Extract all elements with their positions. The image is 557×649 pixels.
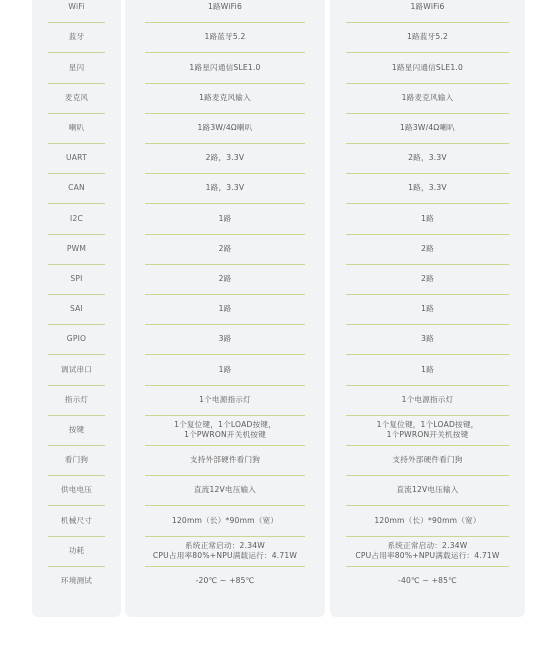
spec-model-b-column bbox=[330, 0, 525, 617]
spec-cell-text: 2路 bbox=[421, 273, 434, 283]
spec-cell-text: 2路，3.3V bbox=[205, 153, 245, 163]
spec-cell-label bbox=[32, 0, 121, 22]
spec-model-a-column bbox=[125, 0, 325, 617]
spec-cell-text: 星闪 bbox=[68, 62, 85, 72]
spec-cell-label bbox=[32, 264, 121, 294]
spec-cell-a bbox=[125, 234, 325, 264]
spec-cell-text: 1路 bbox=[421, 364, 434, 374]
spec-cell-a bbox=[125, 475, 325, 505]
spec-cell-b bbox=[330, 234, 525, 264]
spec-cell-a bbox=[125, 113, 325, 143]
spec-cell-b bbox=[330, 143, 525, 173]
spec-cell-label bbox=[32, 415, 121, 445]
spec-cell-a bbox=[125, 22, 325, 52]
spec-cell-text: -40℃ ~ +85℃ bbox=[398, 575, 457, 585]
spec-cell-text: WiFi bbox=[68, 2, 85, 12]
spec-cell-text: 1个复位键，1个LOAD按键， 1个PWRON开关机按键 bbox=[376, 420, 479, 439]
spec-cell-text: 调试串口 bbox=[60, 364, 93, 374]
spec-cell-b bbox=[330, 22, 525, 52]
spec-cell-text: 1路，3.3V bbox=[205, 183, 245, 193]
spec-cell-label bbox=[32, 324, 121, 354]
spec-cell-b bbox=[330, 536, 525, 566]
spec-cell-b bbox=[330, 203, 525, 233]
spec-cell-b bbox=[330, 83, 525, 113]
spec-cell-text: 2路 bbox=[218, 273, 232, 283]
spec-cell-text: 麦克风 bbox=[64, 92, 89, 102]
spec-cell-label bbox=[32, 475, 121, 505]
spec-cell-b bbox=[330, 52, 525, 82]
spec-cell-a bbox=[125, 0, 325, 22]
spec-cell-label bbox=[32, 83, 121, 113]
spec-cell-text: 按键 bbox=[68, 424, 85, 434]
spec-cell-text: 1路 bbox=[421, 213, 434, 223]
spec-cell-text: SPI bbox=[70, 273, 83, 283]
spec-cell-text: 120mm（长）*90mm（宽） bbox=[171, 515, 279, 525]
spec-cell-text: 功耗 bbox=[68, 545, 85, 555]
spec-cell-text: 1个电源指示灯 bbox=[401, 394, 454, 404]
spec-cell-b bbox=[330, 385, 525, 415]
spec-cell-text: 1路 bbox=[218, 364, 232, 374]
spec-cell-text: 系统正常启动：2.34W CPU占用率80%+NPU满载运行：4.71W bbox=[355, 540, 500, 560]
spec-cell-a bbox=[125, 566, 325, 596]
spec-cell-text: GPIO bbox=[66, 334, 87, 344]
spec-cell-text: 1路，3.3V bbox=[408, 183, 447, 193]
spec-cell-label bbox=[32, 354, 121, 384]
spec-cell-label bbox=[32, 173, 121, 203]
spec-cell-a bbox=[125, 354, 325, 384]
spec-cell-a bbox=[125, 52, 325, 82]
spec-cell-text: 3路 bbox=[421, 334, 434, 344]
spec-cell-text: 蓝牙 bbox=[68, 32, 85, 42]
spec-cell-a bbox=[125, 173, 325, 203]
spec-cell-b bbox=[330, 505, 525, 535]
spec-cell-text: 机械尺寸 bbox=[60, 515, 93, 525]
spec-cell-a bbox=[125, 415, 325, 445]
spec-cell-text: -20℃ ~ +85℃ bbox=[195, 575, 255, 585]
spec-cell-b bbox=[330, 445, 525, 475]
spec-cell-label bbox=[32, 566, 121, 596]
spec-cell-text: 1路WiFi6 bbox=[410, 2, 445, 12]
spec-cell-text: 供电电压 bbox=[60, 485, 93, 495]
spec-cell-b bbox=[330, 173, 525, 203]
spec-cell-label bbox=[32, 203, 121, 233]
spec-cell-a bbox=[125, 143, 325, 173]
spec-cell-text: 1个电源指示灯 bbox=[199, 394, 251, 404]
spec-cell-b bbox=[330, 354, 525, 384]
spec-cell-label bbox=[32, 536, 121, 566]
spec-cell-text: UART bbox=[66, 153, 87, 163]
spec-cell-text: CAN bbox=[68, 183, 85, 193]
spec-cell-text: 1路蓝牙5.2 bbox=[406, 32, 449, 42]
spec-cell-label bbox=[32, 294, 121, 324]
spec-cell-text: 1路星闪通信SLE1.0 bbox=[189, 62, 261, 72]
spec-cell-text: SAI bbox=[70, 304, 83, 314]
spec-cell-text: 指示灯 bbox=[64, 394, 89, 404]
spec-cell-text: 1路 bbox=[218, 304, 232, 314]
spec-cell-text: 支持外部硬件看门狗 bbox=[392, 455, 463, 465]
spec-cell-text: 1路WiFi6 bbox=[207, 2, 243, 12]
spec-cell-text: 1个复位键，1个LOAD按键， 1个PWRON开关机按键 bbox=[174, 420, 276, 439]
spec-cell-b bbox=[330, 475, 525, 505]
spec-cell-a bbox=[125, 324, 325, 354]
spec-cell-a bbox=[125, 385, 325, 415]
spec-cell-a bbox=[125, 83, 325, 113]
spec-cell-b bbox=[330, 294, 525, 324]
spec-cell-text: 1路3W/4Ω喇叭 bbox=[400, 122, 455, 132]
spec-cell-text: 1路星闪通信SLE1.0 bbox=[391, 62, 464, 72]
spec-cell-text: 直流12V电压输入 bbox=[396, 485, 459, 495]
spec-cell-text: 看门狗 bbox=[64, 455, 89, 465]
spec-cell-text: 2路 bbox=[421, 243, 434, 253]
spec-cell-label bbox=[32, 113, 121, 143]
spec-cell-a bbox=[125, 536, 325, 566]
spec-cell-text: 1路麦克风输入 bbox=[199, 92, 251, 102]
spec-cell-text: 3路 bbox=[218, 334, 232, 344]
spec-cell-text: 环境测试 bbox=[60, 575, 93, 585]
spec-cell-text: 直流12V电压输入 bbox=[193, 485, 257, 495]
spec-cell-text: 1路蓝牙5.2 bbox=[204, 32, 246, 42]
spec-cell-text: 1路3W/4Ω喇叭 bbox=[197, 122, 253, 132]
spec-label-column bbox=[32, 0, 121, 617]
spec-cell-text: 支持外部硬件看门狗 bbox=[189, 455, 261, 465]
spec-cell-label bbox=[32, 22, 121, 52]
spec-cell-text: 1路 bbox=[421, 304, 434, 314]
spec-cell-a bbox=[125, 445, 325, 475]
spec-cell-text: 120mm（长）*90mm（宽） bbox=[374, 515, 481, 525]
spec-cell-label bbox=[32, 52, 121, 82]
spec-cell-b bbox=[330, 264, 525, 294]
spec-cell-b bbox=[330, 324, 525, 354]
spec-cell-a bbox=[125, 264, 325, 294]
spec-cell-a bbox=[125, 203, 325, 233]
spec-cell-text: 1路 bbox=[218, 213, 232, 223]
spec-cell-text: 系统正常启动：2.34W CPU占用率80%+NPU满载运行：4.71W bbox=[152, 540, 298, 560]
spec-cell-label bbox=[32, 445, 121, 475]
spec-cell-text: PWM bbox=[66, 243, 87, 253]
spec-cell-a bbox=[125, 294, 325, 324]
spec-cell-text: 2路 bbox=[218, 243, 232, 253]
spec-cell-b bbox=[330, 566, 525, 596]
spec-cell-text: 喇叭 bbox=[68, 122, 85, 132]
spec-cell-label bbox=[32, 505, 121, 535]
spec-cell-text: 2路，3.3V bbox=[408, 153, 447, 163]
spec-cell-text: 1路麦克风输入 bbox=[401, 92, 454, 102]
spec-cell-label bbox=[32, 234, 121, 264]
spec-cell-label bbox=[32, 385, 121, 415]
spec-cell-b bbox=[330, 113, 525, 143]
spec-cell-b bbox=[330, 0, 525, 22]
spec-cell-a bbox=[125, 505, 325, 535]
spec-cell-text: I2C bbox=[70, 213, 83, 223]
spec-cell-b bbox=[330, 415, 525, 445]
spec-cell-label bbox=[32, 143, 121, 173]
